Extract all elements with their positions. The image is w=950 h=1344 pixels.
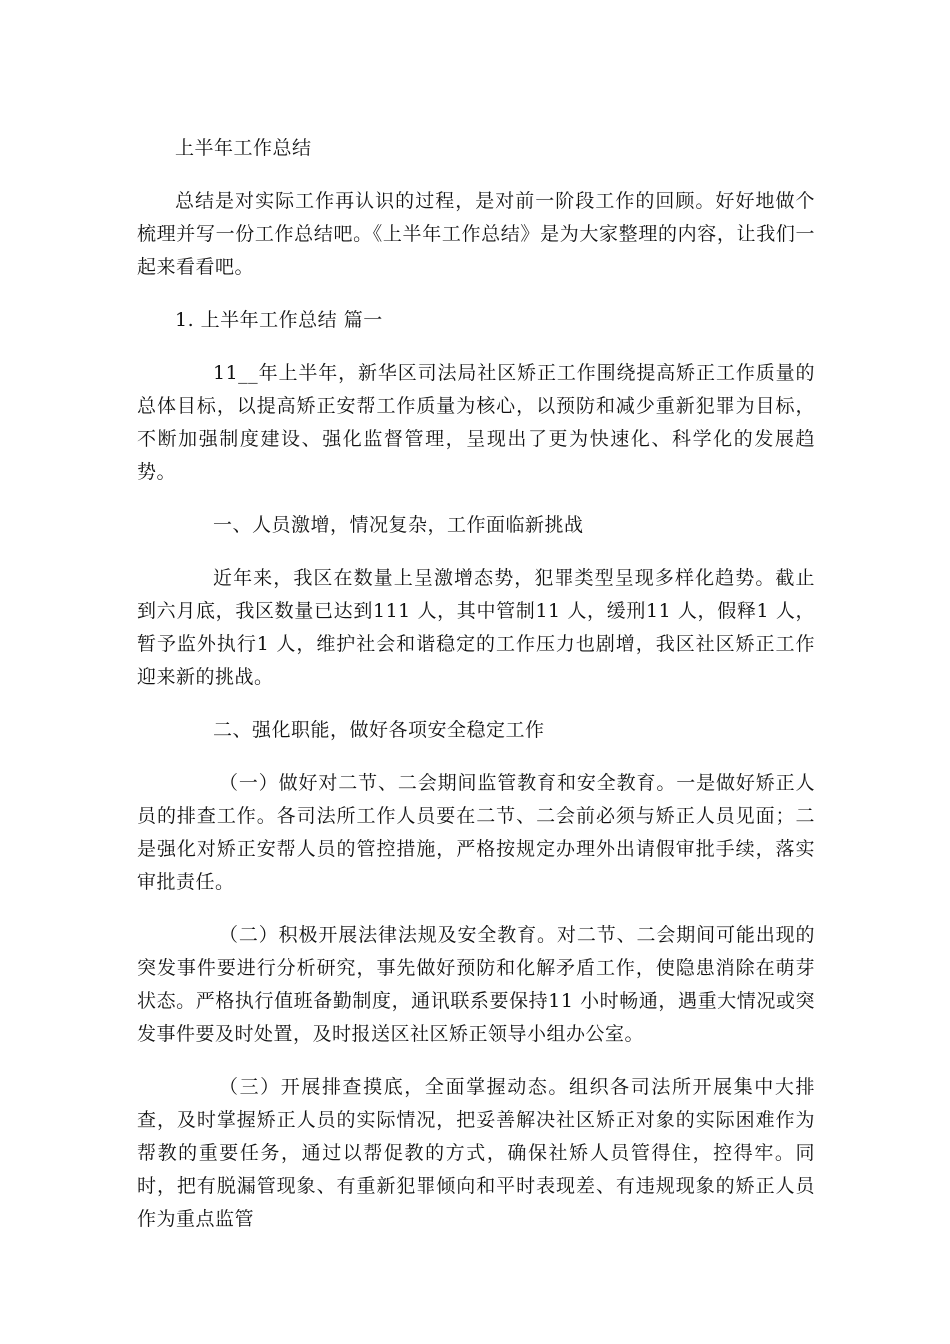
body-paragraph-4: （二）积极开展法律法规及安全教育。对二节、二会期间可能出现的突发事件要进行分析研究，事先做好预防和化解矛盾工作，使隐患消除在萌芽状态。严格执行值班备勤制度，通讯联系要保持11 小时畅通，遇重大情况或突发事件要及时处置，及时报送区社区矫正领导小组办公室。 [137, 924, 815, 1045]
heading-two: 二、强化职能，做好各项安全稳定工作 [213, 719, 545, 741]
section-title: 1. 上半年工作总结 篇一 [175, 309, 383, 331]
intro-paragraph: 总结是对实际工作再认识的过程，是对前一阶段工作的回顾。好好地做个梳理并写一份工作总结吧。《上半年工作总结》是为大家整理的内容，让我们一起来看看吧。 [137, 190, 815, 278]
body-paragraph-3: （一）做好对二节、二会期间监管教育和安全教育。一是做好矫正人员的排查工作。各司法所工作人员要在二节、二会前必须与矫正人员见面；二是强化对矫正安帮人员的管控措施，严格按规定办理外出请假审批手续，落实审批责任。 [137, 772, 815, 893]
body-paragraph-1: 11__年上半年，新华区司法局社区矫正工作围绕提高矫正工作质量的总体目标，以提高矫正安帮工作质量为核心，以预防和减少重新犯罪为目标，不断加强制度建设、强化监督管理，呈现出了更为快速化、科学化的发展趋势。 [137, 362, 815, 483]
body-paragraph-5: （三）开展排查摸底，全面掌握动态。组织各司法所开展集中大排查，及时掌握矫正人员的实际情况，把妥善解决社区矫正对象的实际困难作为帮教的重要任务，通过以帮促教的方式，确保社矫人员管得住，控得牢。同时，把有脱漏管现象、有重新犯罪倾向和平时表现差、有违规现象的矫正人员作为重点监管 [137, 1076, 815, 1230]
heading-one: 一、人员激增，情况复杂，工作面临新挑战 [213, 514, 584, 536]
body-paragraph-2: 近年来，我区在数量上呈激增态势，犯罪类型呈现多样化趋势。截止到六月底，我区数量已达到111 人，其中管制11 人，缓刑11 人，假释1 人，暂予监外执行1 人，维护社会和谐稳定的工作压力也剧增，我区社区矫正工作迎来新的挑战。 [137, 567, 815, 688]
document-title: 上半年工作总结 [175, 137, 312, 159]
document-page [137, 132, 815, 1256]
